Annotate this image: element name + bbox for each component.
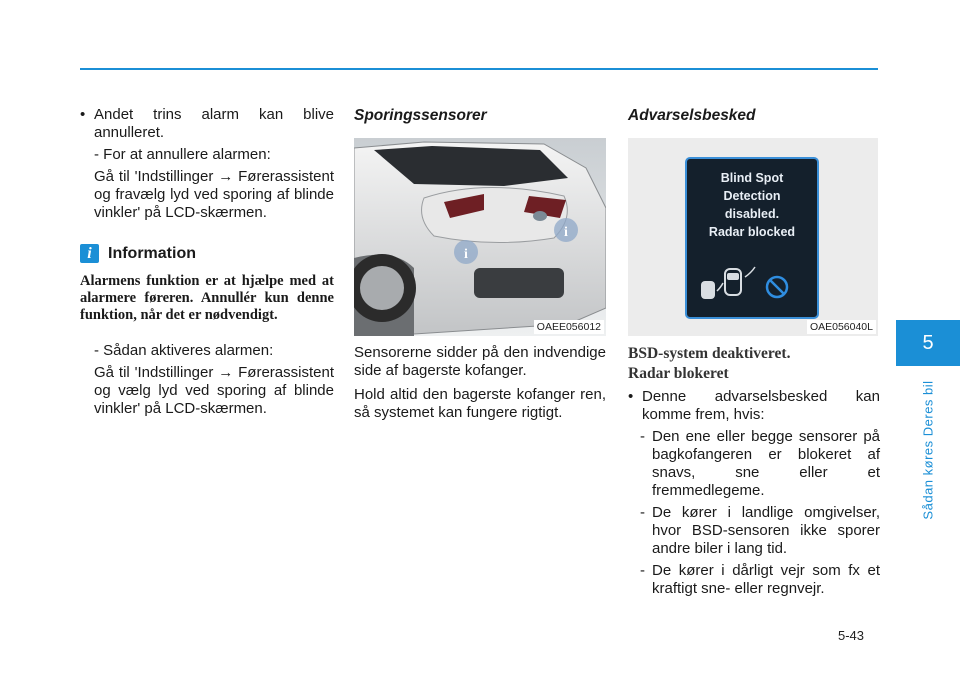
sub-heading: BSD-system deaktiveret. (628, 345, 791, 362)
display-line: Radar blocked (708, 225, 796, 239)
dash-item (628, 562, 880, 598)
cancel-steps: Gå til 'Indstillinger → Førerassistent og fravælg lyd ved sporing af blinde vinkler' på LCD-skærmen. (94, 168, 334, 221)
dash-mark: - (640, 562, 645, 579)
bullet-text: Denne advarselsbesked kan komme frem, hvis: (642, 388, 880, 423)
radar-blocked-icon (687, 247, 817, 307)
warning-message-figure (628, 138, 878, 336)
sub-heading: Radar blokeret (628, 365, 729, 382)
left-column (80, 106, 334, 418)
dash-mark: - (640, 504, 645, 521)
bullet-dot: • (628, 388, 634, 405)
dash-mark: - (640, 428, 645, 445)
bullet-item (80, 106, 334, 142)
right-column (628, 106, 880, 598)
dash-item (628, 504, 880, 558)
figure-caption: OAEE056012 (534, 320, 604, 334)
bullet-item (628, 388, 880, 424)
middle-column (354, 106, 606, 422)
activate-steps: Gå til 'Indstillinger → Førerassistent og vælg lyd ved sporing af blinde vinkler' på LCD-skærmen. (94, 364, 334, 417)
info-icon: i (80, 244, 99, 263)
cluster-display (685, 157, 819, 319)
chapter-title: Sådan køres Deres bil (920, 380, 936, 520)
page-number: 5-43 (838, 628, 865, 643)
bullet-text: Andet trins alarm kan blive annulleret. (94, 106, 334, 141)
top-rule (80, 68, 878, 70)
activate-intro: - Sådan aktiveres alarmen: (94, 342, 274, 359)
dash-item (628, 428, 880, 500)
bullet-dot: • (80, 106, 86, 123)
paragraph: Hold altid den bagerste kofanger ren, så systemet kan fungere rigtigt. (354, 386, 606, 421)
svg-text:i: i (464, 247, 468, 262)
display-line: Blind Spot (720, 171, 784, 185)
chapter-tab: 5 (896, 320, 960, 366)
svg-text:i: i (564, 225, 568, 240)
info-header (80, 244, 334, 263)
paragraph: Sensorerne sidder på den indvendige side af bagerste kofanger. (354, 344, 606, 379)
info-title: Information (108, 244, 196, 262)
car-rear-illustration (354, 138, 606, 336)
car-rear-figure (354, 138, 606, 336)
display-line: disabled. (724, 207, 780, 221)
dash-text: Den ene eller begge sensorer på bagkofangeren er blokeret af snavs, sne eller et fremmedlegeme. (652, 428, 880, 499)
section-heading: Sporingssensorer (354, 107, 487, 124)
dash-text: De kører i landlige omgivelser, hvor BSD-sensoren ikke sporer andre biler i lang tid. (652, 504, 880, 557)
info-text: Alarmens funktion er at hjælpe med at alarmere føreren. Annullér kun denne funktion, når det er nødvendigt. (80, 273, 334, 323)
section-heading: Advarselsbesked (628, 107, 756, 124)
figure-caption: OAE056040L (807, 320, 876, 334)
dash-text: De kører i dårligt vejr som fx et kraftigt sne- eller regnvejr. (652, 562, 880, 597)
display-line: Detection (723, 189, 781, 203)
cancel-intro: - For at annullere alarmen: (94, 146, 271, 163)
